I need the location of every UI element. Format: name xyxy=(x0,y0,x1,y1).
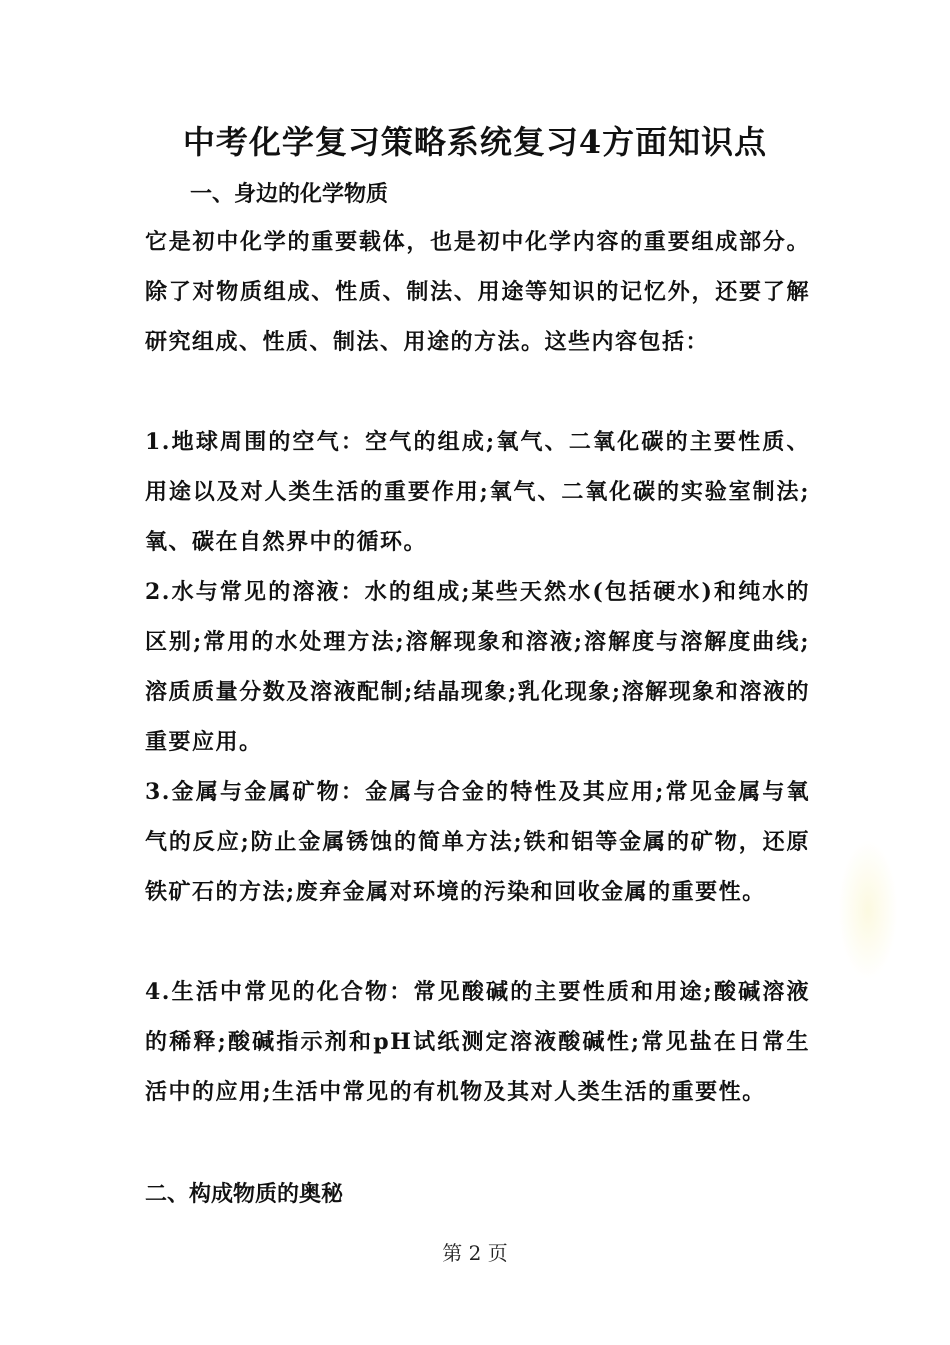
list-item-water-solutions: 2.水与常见的溶液：水的组成;某些天然水(包括硬水)和纯水的区别;常用的水处理方法;溶解现象和溶液;溶解度与溶解度曲线;溶质质量分数及溶液配制;结晶现象;乳化现象;溶解现象和溶液的重要应用。 xyxy=(145,579,810,755)
list-item-air: 1.地球周围的空气：空气的组成;氧气、二氧化碳的主要性质、用途以及对人类生活的重要作用;氧气、二氧化碳的实验室制法;氧、碳在自然界中的循环。 xyxy=(145,429,810,555)
section-heading-2: 二、构成物质的奥秘 xyxy=(145,1181,344,1207)
paper-stain xyxy=(838,840,898,980)
list-item-metals: 3.金属与金属矿物：金属与合金的特性及其应用;常见金属与氧气的反应;防止金属锈蚀的简单方法;铁和铝等金属的矿物，还原铁矿石的方法;废弃金属对环境的污染和回收金属的重要性。 xyxy=(145,779,810,905)
page-number: 第 2 页 xyxy=(442,1241,508,1265)
section-heading-1: 一、身边的化学物质 xyxy=(190,181,389,207)
document-title: 中考化学复习策略系统复习4方面知识点 xyxy=(182,123,768,161)
intro-paragraph: 它是初中化学的重要载体，也是初中化学内容的重要组成部分。除了对物质组成、性质、制法、用途等知识的记忆外，还要了解研究组成、性质、制法、用途的方法。这些内容包括： xyxy=(145,229,810,355)
list-item-compounds: 4.生活中常见的化合物：常见酸碱的主要性质和用途;酸碱溶液的稀释;酸碱指示剂和pH试纸测定溶液酸碱性;常见盐在日常生活中的应用;生活中常见的有机物及其对人类生活的重要性。 xyxy=(145,979,810,1105)
